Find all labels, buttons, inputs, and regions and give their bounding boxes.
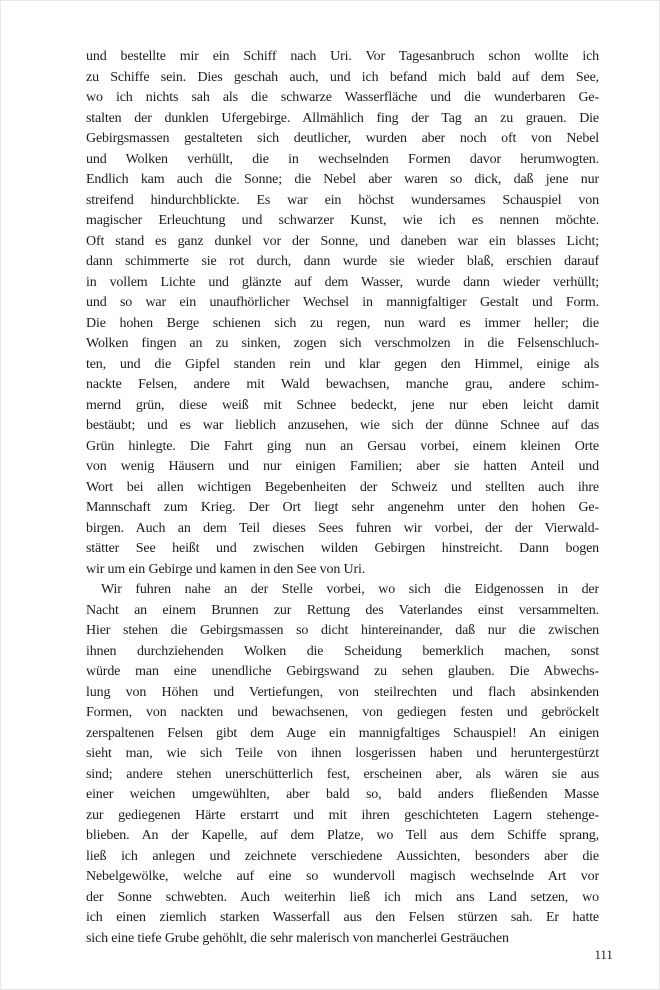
text-line: zu Schiffe sein. Dies geschah auch, und ich befand mich bald auf dem See, [86, 69, 599, 85]
text-line: wo ich nichts sah als die schwarze Wasserfläche und die wunderbaren Ge- [86, 90, 599, 105]
text-line: und Wolken verhüllt, die in wechselnden Formen davor herumwogten. [86, 151, 599, 167]
text-line: zerspaltenen Felsen gibt dem Auge ein mannigfaltiges Schauspiel! An einigen [86, 725, 599, 741]
text-line: streifend hindurchblickte. Es war ein höchst wundersames Schauspiel von [86, 192, 599, 208]
page-number: 111 [594, 948, 613, 962]
text-line: Nebelgewölke, welche auf eine so wundervoll magisch wechselnde Art vor [86, 869, 599, 884]
text-line: mernd grün, diese weiß mit Schnee bedeckt, jene nur eben leicht damit [86, 397, 599, 413]
text-line: Wir fuhren nahe an der Stelle vorbei, wo sich die Eidgenossen in der [101, 582, 599, 597]
body-text [86, 47, 599, 949]
text-line: Endlich kam auch die Sonne; die Nebel aber waren so dick, daß jene nur [86, 172, 599, 187]
text-line: in vollem Lichte und glänzte auf dem Wasser, wurde dann wieder verhüllt; [86, 274, 599, 290]
text-line: ich einen ziemlich starken Wasserfall aus den Felsen stürzen sah. Er hatte [86, 910, 599, 925]
text-line: ließ ich anlegen und zeichnete verschiedene Aussichten, besonders aber die [86, 848, 599, 864]
text-line: Die hohen Berge schienen sich zu regen, nun ward es immer heller; die [86, 315, 599, 331]
text-line: Nacht an einem Brunnen zur Rettung des Vaterlandes einst versammelten. [86, 602, 599, 618]
paragraph [86, 47, 599, 580]
text-line: sich eine tiefe Grube gehöhlt, die sehr malerisch von mancherlei Gesträuchen [86, 930, 509, 946]
text-line: von wenig Häusern und nur einigen Familien; aber sie hatten Anteil und [86, 459, 599, 474]
text-line: Formen, von nackten und bewachsenen, von gediegen festen und gebröckelt [86, 705, 599, 720]
text-line: Wort bei allen wichtigen Begebenheiten der Schweiz und stellten auch ihre [86, 479, 599, 495]
text-line: ten, und die Gipfel standen rein und klar gegen den Himmel, einige als [86, 356, 599, 372]
text-line: Mannschaft zum Krieg. Der Ort liegt sehr angenehm unter den hohen Ge- [86, 500, 599, 515]
text-line: würde man eine unendliche Gebirgswand zu sehen glauben. Die Abwechs- [86, 664, 599, 679]
text-line: lung von Höhen und Vertiefungen, von steilrechten und flach absinkenden [86, 684, 599, 700]
text-line: stätter See heißt und zwischen wilden Gebirgen hinstreicht. Dann bogen [86, 541, 599, 556]
text-line: sieht man, wie sich Teile von ihnen losgerissen haben und heruntergestürzt [86, 746, 599, 761]
text-line: blieben. An der Kapelle, auf dem Platze, wo Tell aus dem Schiffe sprang, [86, 828, 599, 843]
text-line: und so war ein unaufhörlicher Wechsel in mannigfaltiger Gestalt und Form. [86, 295, 599, 310]
text-line: und bestellte mir ein Schiff nach Uri. Vor Tagesanbruch schon wollte ich [86, 49, 599, 64]
text-line: einer weichen umgewühlten, aber bald so, bald anders fließenden Masse [86, 787, 599, 802]
text-line: der Sonne schwebten. Auch weiterhin ließ ich mich ans Land setzen, wo [86, 889, 599, 905]
text-line: magischer Erleuchtung und schwarzer Kunst, wie ich es nennen möchte. [86, 213, 599, 228]
text-line: sind; andere stehen unerschütterlich fest, erscheinen aber, als wären sie aus [86, 766, 599, 782]
text-line: Wolken fingen an zu sinken, zogen sich verschmolzen in die Felsenschluch- [86, 336, 599, 351]
text-line: Gebirgsmassen gestalteten sich deutlicher, wurden aber noch oft von Nebel [86, 131, 599, 146]
text-line: zur gediegenen Härte erstarrt und mit ihren geschichteten Lagern stehenge- [86, 807, 599, 823]
text-line: Grün hinlegte. Die Fahrt ging nun an Gersau vorbei, einem kleinen Orte [86, 438, 599, 454]
text-line: wir um ein Gebirge und kamen in den See von Uri. [86, 561, 366, 577]
text-line: birgen. Auch an dem Teil dieses Sees fuhren wir vorbei, der der Vierwald- [86, 520, 599, 536]
text-line: Oft stand es ganz dunkel vor der Sonne, und daneben war ein blasses Licht; [86, 233, 599, 249]
text-line: dann schimmerte sie rot durch, dann wurde sie wieder blaß, erschien darauf [86, 254, 599, 269]
text-line: ihnen durchziehenden Wolken die Scheidung bemerklich machen, sonst [86, 643, 599, 659]
text-line: Hier stehen die Gebirgsmassen so dicht hintereinander, daß nur die zwischen [86, 623, 599, 638]
paragraph [86, 580, 599, 949]
text-line: stalten der dunklen Ufergebirge. Allmählich fing der Tag an zu grauen. Die [86, 110, 599, 126]
text-line: bestäubt; und es war lieblich anzusehen, wie sich der dünne Schnee auf das [86, 418, 599, 433]
text-line: nackte Felsen, andere mit Wald bewachsen, manche grau, andere schim- [86, 377, 599, 392]
